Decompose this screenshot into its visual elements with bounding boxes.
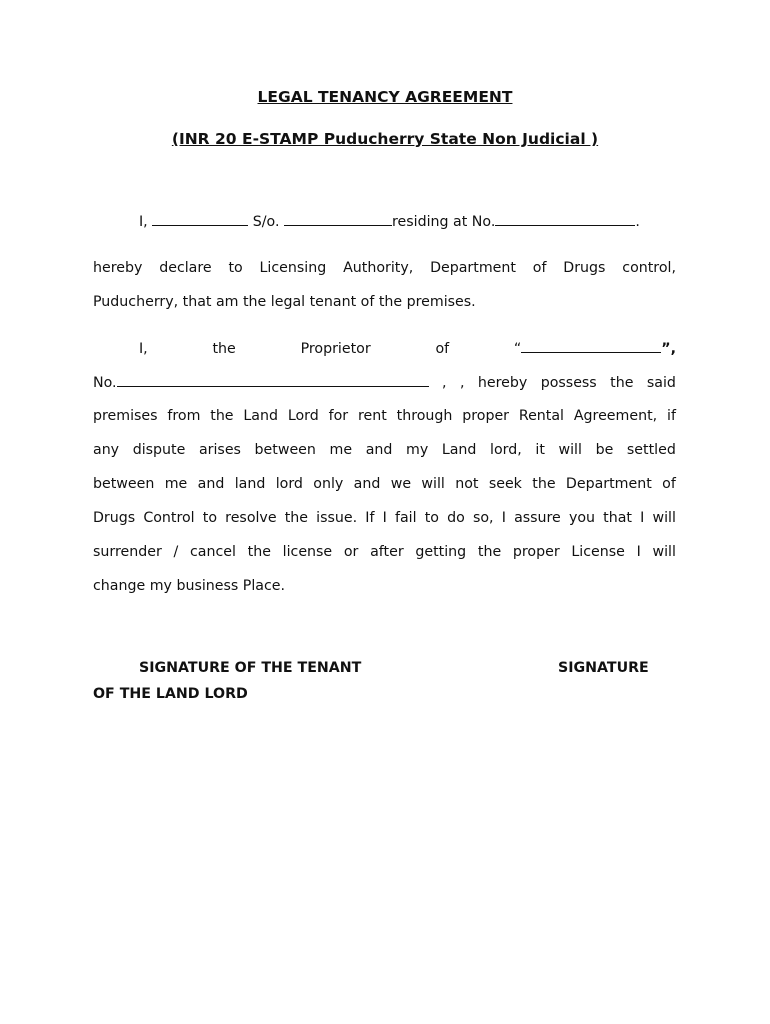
- word: premises: [93, 408, 158, 424]
- word: you: [568, 510, 596, 526]
- word: Department: [565, 476, 652, 492]
- word: dispute: [132, 442, 186, 458]
- word: I,: [139, 341, 148, 357]
- word: Department: [430, 260, 516, 276]
- word: assure: [514, 510, 561, 526]
- word: ,: [459, 375, 465, 391]
- word: License: [571, 544, 625, 560]
- word: me: [329, 442, 353, 458]
- word: to: [424, 510, 439, 526]
- word: seek: [488, 476, 522, 492]
- declaration-line-2: Puducherry, that am the legal tenant of the premises.: [93, 294, 476, 310]
- word: Drugs: [93, 510, 136, 526]
- word: and: [353, 476, 381, 492]
- word: after: [370, 544, 404, 560]
- word: I: [501, 510, 506, 526]
- word: to: [202, 510, 218, 526]
- word: Control: [143, 510, 195, 526]
- word: of: [435, 341, 450, 357]
- son-of-text: S/o.: [252, 214, 280, 230]
- pronoun-text: I,: [139, 214, 148, 230]
- word: we: [390, 476, 412, 492]
- word: not: [455, 476, 479, 492]
- word: settled: [626, 442, 676, 458]
- word: Proprietor: [300, 341, 371, 357]
- word: hereby: [93, 260, 143, 276]
- word: rent: [357, 408, 387, 424]
- word: Rental: [518, 408, 564, 424]
- word: will: [652, 544, 676, 560]
- word: will: [652, 510, 676, 526]
- document-subtitle: (INR 20 E-STAMP Puducherry State Non Judicial ): [171, 130, 599, 148]
- word: license: [282, 544, 333, 560]
- residing-text: residing at No.: [391, 214, 496, 230]
- word: of: [662, 476, 676, 492]
- word: the: [212, 341, 236, 357]
- word: for: [328, 408, 349, 424]
- word: Licensing: [259, 260, 327, 276]
- word: getting: [415, 544, 467, 560]
- word: arises: [198, 442, 241, 458]
- tenant-signature-label: SIGNATURE OF THE TENANT: [139, 660, 362, 676]
- word: declare: [159, 260, 212, 276]
- word: Authority,: [343, 260, 414, 276]
- word: Agreement,: [573, 408, 658, 424]
- document-title: LEGAL TENANCY AGREEMENT: [257, 88, 513, 106]
- quote-open: “: [513, 341, 522, 357]
- declarant-line: [139, 211, 659, 232]
- word: the: [247, 544, 271, 560]
- word: I: [640, 510, 645, 526]
- name-blank: [152, 211, 248, 226]
- word: through: [396, 408, 453, 424]
- word: said: [646, 375, 676, 391]
- word: that: [603, 510, 632, 526]
- word: the: [532, 476, 556, 492]
- premises-number-line: [93, 372, 676, 393]
- word: only: [313, 476, 344, 492]
- word: Drugs: [563, 260, 606, 276]
- word: the: [284, 510, 309, 526]
- word: if: [667, 408, 676, 424]
- word: possess: [540, 375, 597, 391]
- landlord-signature-label-cont: OF THE LAND LORD: [93, 686, 248, 702]
- word: the: [477, 544, 502, 560]
- word: it: [535, 442, 545, 458]
- landlord-signature-label: SIGNATURE: [558, 660, 649, 676]
- word: and: [365, 442, 393, 458]
- word: proper: [462, 408, 510, 424]
- word: /: [173, 544, 179, 560]
- word: or: [343, 544, 359, 560]
- word: be: [595, 442, 614, 458]
- word: ,: [442, 375, 447, 391]
- father-name-blank: [284, 211, 392, 226]
- declaration-line-1: [93, 258, 676, 278]
- word: lord: [275, 476, 303, 492]
- word: my: [406, 442, 429, 458]
- body-line-8: change my business Place.: [93, 578, 286, 594]
- shop-name-field: [514, 338, 676, 359]
- word: resolve: [225, 510, 277, 526]
- word: of: [532, 260, 547, 276]
- word: so,: [472, 510, 494, 526]
- period-text: .: [635, 214, 640, 230]
- no-text: No.: [93, 375, 117, 391]
- word: any: [93, 442, 120, 458]
- word: surrender: [93, 544, 162, 560]
- word: do: [447, 510, 465, 526]
- word: I: [636, 544, 641, 560]
- word: between: [254, 442, 316, 458]
- word: I: [382, 510, 387, 526]
- proprietor-line: [139, 338, 676, 359]
- word: Lord: [287, 408, 319, 424]
- word: control,: [622, 260, 676, 276]
- word: Land: [441, 442, 477, 458]
- body-line-6: [93, 508, 676, 528]
- word: from: [167, 408, 201, 424]
- word: issue.: [316, 510, 358, 526]
- word: and: [197, 476, 225, 492]
- word: the: [610, 375, 634, 391]
- word: between: [93, 476, 155, 492]
- shop-name-blank: [521, 338, 661, 353]
- body-line-5: [93, 474, 676, 494]
- quote-close: ”,: [661, 341, 676, 357]
- premises-number-blank: [117, 372, 429, 387]
- word: the: [210, 408, 234, 424]
- word: hereby: [477, 375, 528, 391]
- word: to: [228, 260, 243, 276]
- word: cancel: [189, 544, 236, 560]
- word: will: [421, 476, 445, 492]
- premises-number-field: [93, 372, 429, 393]
- word: me: [164, 476, 188, 492]
- word: fail: [394, 510, 417, 526]
- body-line-7: [93, 542, 676, 562]
- address-blank: [495, 211, 635, 226]
- body-line-4: [93, 440, 676, 460]
- word: If: [365, 510, 375, 526]
- word: proper: [512, 544, 560, 560]
- word: will: [558, 442, 582, 458]
- word: land: [234, 476, 266, 492]
- word: Land: [243, 408, 278, 424]
- body-line-3: [93, 406, 676, 426]
- word: lord,: [490, 442, 522, 458]
